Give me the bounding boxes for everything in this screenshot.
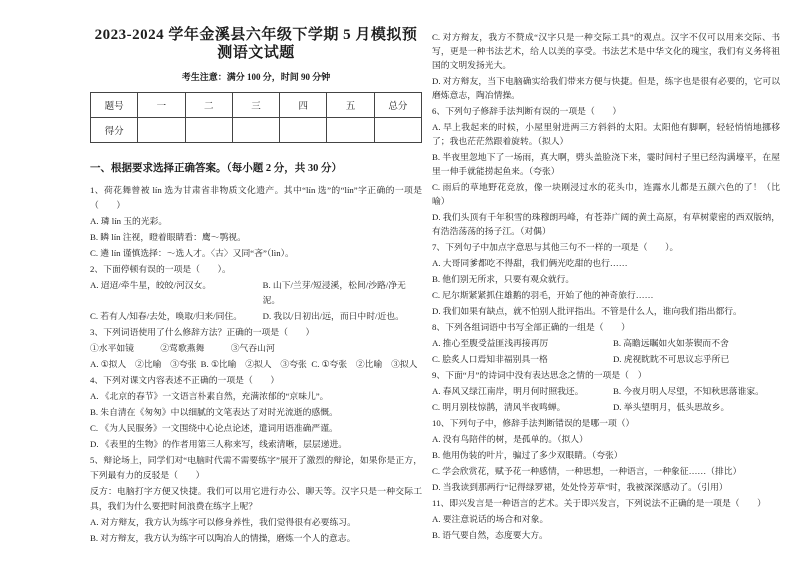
option-line: B. 朱自清在《匆匆》中以细腻的文笔表达了对时光流逝的感慨。 [90, 407, 338, 417]
question-stem: 3、下列词语使用了什么修辞方法？正确的一项是（ ） [90, 327, 315, 337]
option-item: D. 我以/日初出/远，而日中时/近也。 [262, 311, 404, 321]
score-table-score-row [91, 118, 422, 143]
right-column [432, 30, 780, 544]
option-item: C. 若有人/知春/去处，唤取/归来/同住。 [90, 311, 242, 321]
score-table-cell: 得分 [91, 118, 138, 143]
option-line: C. 雨后的草地野花竞放，像一块刚浸过水的花头巾，连露水儿都是五颜六色的了！（比喻） [432, 182, 780, 206]
option-line: A. 要注意说话的场合和对象。 [432, 514, 549, 524]
option-line: C. 尼尔斯紧紧抓住雄鹅的羽毛，开始了他的神奇旅行…… [432, 290, 654, 300]
option-line: D. 当我读到那两行“记得绿罗裙，处处怜芳草”时，我被深深感动了。（引用） [432, 482, 728, 492]
option-row [432, 336, 780, 350]
option-item: A. 迢迢/牵牛星，皎皎/河汉女。 [90, 280, 212, 290]
option-row [90, 278, 422, 308]
option-item: B. 山下/兰芽/短浸溪，松间/沙路/净无泥。 [262, 280, 406, 305]
left-column-lines [90, 183, 422, 546]
option-line: B. 他们别无所求，只要有观众就行。 [432, 274, 575, 284]
question-stem: 11、即兴发言是一种语言的艺术。关于即兴发言，下列说法不正确的是一项是（ ） [432, 498, 766, 508]
page-title: 2023-2024 学年金溪县六年级下学期 5 月模拟预测语文试题 [94, 27, 418, 61]
option-item: D. 举头望明月，低头思故乡。 [612, 402, 730, 412]
option-row [432, 384, 780, 398]
score-table-cell: 题号 [91, 93, 138, 118]
question-stem: 7、下列句子中加点字意思与其他三句不一样的一项是（ ）。 [432, 242, 679, 252]
option-line: D. 我们如果有缺点，就不怕别人批评指出。不管是什么人，谁向我们指出都行。 [432, 306, 742, 316]
option-line: D. 《表里的生物》的作者用第三人称来写，线索清晰，层层递进。 [90, 439, 348, 449]
score-table-empty-cell [280, 118, 327, 143]
option-line: A. 没有鸟陪伴的树，是孤单的。（拟人） [432, 434, 588, 444]
text-line: 反方：电脑打字方便又快捷。我们可以用它进行办公、聊天等。汉字只是一种交际工具，我们为什么要把时间浪费在练字上呢？ [90, 486, 422, 511]
right-column-lines [432, 30, 780, 542]
question-stem: 4、下列对课文内容表述不正确的一项是（ ） [90, 375, 280, 385]
score-table [90, 92, 422, 143]
score-table-empty-cell [138, 118, 185, 143]
section-one-heading: 一、根据要求选择正确答案。（每小题 2 分，共 30 分） [90, 163, 342, 174]
option-item: C. 明月别枝惊鹊，清风半夜鸣蝉。 [432, 402, 566, 412]
option-line: B. 语气要自然，态度要大方。 [432, 530, 548, 540]
score-table-cell: 总分 [374, 93, 421, 118]
option-item: B. 今夜月明人尽望，不知秋思落谁家。 [612, 386, 764, 396]
score-table-empty-cell [327, 118, 374, 143]
option-line: C. 遴 lín 谨慎选择：～选人才。〈古〉又同“吝”（lìn）。 [90, 248, 294, 258]
option-line: B. 他用伪装的叶片，骗过了多少双眼睛。（夸张） [432, 450, 623, 460]
score-table-cell: 四 [280, 93, 327, 118]
option-item: B. 高瞻远瞩如火如荼锲而不舍 [612, 338, 729, 348]
option-line: B. 瞵 lín 注视，瞪着眼睛看：鹰～鹗视。 [90, 232, 246, 242]
question-stem: 8、下列各组词语中书写全部正确的一组是（ ） [432, 322, 630, 332]
option-row [432, 352, 780, 366]
option-line: A. 早上我起来的时候，小屋里射进两三方斜斜的太阳。太阳他有脚啊，轻轻悄悄地挪移了；我也茫茫然跟着旋转。（拟人） [432, 122, 780, 146]
score-table-empty-cell [232, 118, 279, 143]
option-item: A. 春风又绿江南岸，明月何时照我还。 [432, 386, 584, 396]
option-item: C. ①夸张 ②比喻 ③拟人 [311, 359, 418, 369]
option-item: D. 虎视眈眈不可思议忘乎所已 [612, 354, 730, 364]
question-stem: 5、辩论场上，同学们对“电脑时代需不需要练字”展开了激烈的辩论，如果你是正方，下列最有力的反驳是（ ） [90, 455, 422, 480]
option-item: B. ①比喻 ②拟人 ③夸张 [200, 359, 307, 369]
option-line: A. 璘 lín 玉的光彩。 [90, 216, 168, 226]
text-line: ①水平如镜 ②莺歌燕舞 ③气吞山河 [90, 343, 275, 353]
left-column [90, 26, 422, 547]
option-line: C. 学会欣赏花，赋予花一种感情，一种思想，一种语言，一种象征……（排比） [432, 466, 742, 476]
option-line: A. 对方辩友，我方认为练字可以修身养性，我们觉得很有必要练习。 [90, 517, 356, 527]
score-table-cell: 三 [232, 93, 279, 118]
question-stem: 2、下面停顿有误的一项是（ ）。 [90, 264, 231, 274]
option-line: B. 对方辩友，我方认为练字可以陶冶人的情操，磨炼一个人的意志。 [90, 533, 356, 543]
option-item: C. 脍炙人口焉知非福别具一格 [432, 354, 548, 364]
option-item: A. ①拟人 ②比喻 ③夸张 [90, 359, 197, 369]
question-stem: 1、荷花舞曾被 lín 选为甘肃省非物质文化遗产。其中“lín 选”的“lín”字正确的一项是（ ） [90, 185, 422, 210]
option-item: A. 推心至腹受益匪浅再接再厉 [432, 338, 549, 348]
option-line: C. 对方辩友，我方不赞成“汉字只是一种交际工具”的观点。汉字不仅可以用来交际、书写，更是一种书法艺术，给人以美的享受。书法艺术是中华文化的瑰宝，我们有义务将祖国的文明发扬光大。 [432, 32, 780, 70]
option-row [432, 400, 780, 414]
score-table-header-row [91, 93, 422, 118]
score-table-empty-cell [374, 118, 421, 143]
option-row [90, 357, 422, 372]
option-line: D. 我们头顶有千年积雪的珠穆朗玛峰，有苍莽广阔的黄土高原，有草树蒙密的西双版纳，有浩浩荡荡的扬子江。（对偶） [432, 212, 780, 236]
option-line: D. 对方辩友，当下电脑确实给我们带来方便与快捷。但是，练字也是很有必要的，它可以磨炼意志，陶冶情操。 [432, 76, 780, 100]
question-stem: 10、下列句子中，修辞手法判断错误的是哪一项（） [432, 418, 635, 428]
question-stem: 6、下列句子修辞手法判断有误的一项是（ ） [432, 106, 622, 116]
option-row [90, 309, 422, 324]
option-line: A. 大哥同爹都吃不得甜，我们俩光吃甜的也行…… [432, 258, 628, 268]
option-line: A. 《北京的春节》一文语言朴素自然，充满浓郁的“京味儿”。 [90, 391, 329, 401]
exam-notice: 考生注意：满分 100 分，时间 90 分钟 [181, 72, 331, 82]
score-table-cell: 一 [138, 93, 185, 118]
score-table-cell: 二 [185, 93, 232, 118]
option-line: C. 《为人民服务》一文围绕中心论点论述，遣词用语准确严谨。 [90, 423, 338, 433]
score-table-empty-cell [185, 118, 232, 143]
score-table-cell: 五 [327, 93, 374, 118]
question-stem: 9、下面“月”的诗词中没有表达思念之情的一项是（ ） [432, 370, 647, 380]
option-line: B. 半夜里忽地下了一场雨，真大啊，劈头盖脸浇下来，霎时间村子里已经沟满壕平，在屋里一伸手就能捞起鱼来。（夸张） [432, 152, 780, 176]
